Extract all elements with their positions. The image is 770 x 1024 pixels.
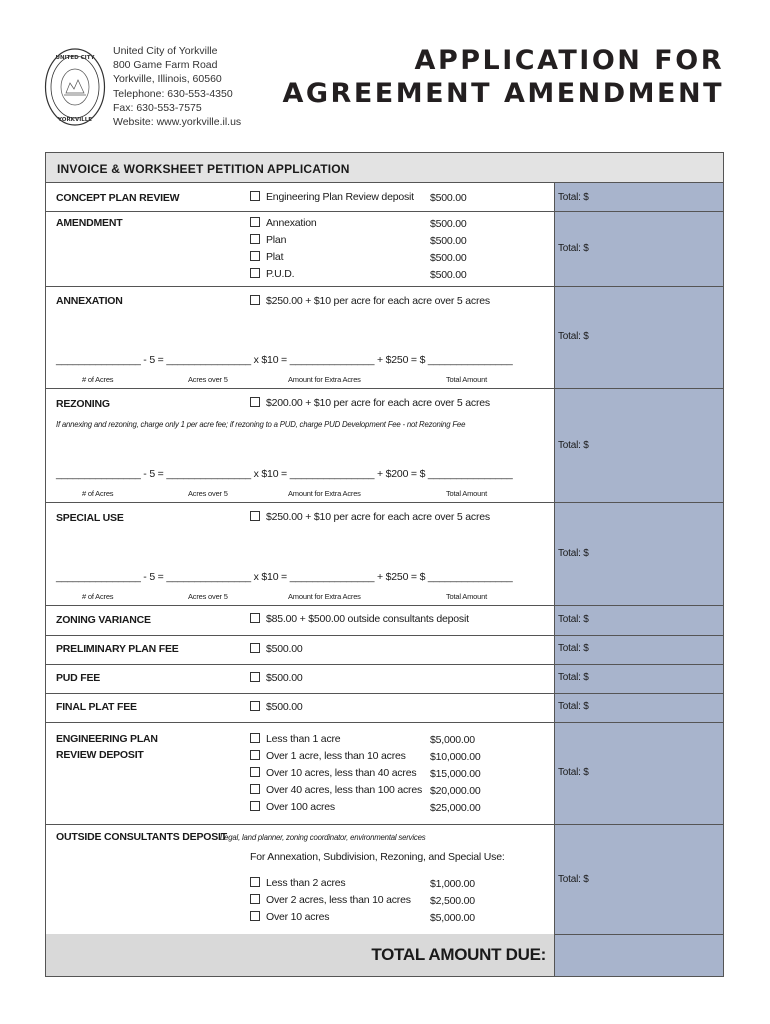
concept-total[interactable]: Total: $ (558, 192, 589, 203)
engineering-amount: $25,000.00 (430, 802, 481, 814)
consultants-option[interactable]: Less than 2 acres (250, 877, 345, 889)
address-line: 800 Game Farm Road (113, 59, 218, 72)
checkbox[interactable] (250, 643, 260, 653)
concept-plan-option[interactable]: Engineering Plan Review deposit (250, 191, 414, 203)
amendment-amount: $500.00 (430, 218, 467, 230)
annexation-label: ANNEXATION (56, 295, 123, 307)
amendment-option-annexation[interactable]: Annexation (250, 217, 317, 229)
engineering-label-line2: REVIEW DEPOSIT (56, 749, 144, 761)
checkbox[interactable] (250, 251, 260, 261)
caption-extra: Amount for Extra Acres (288, 375, 361, 384)
consultants-option[interactable]: Over 2 acres, less than 10 acres (250, 894, 411, 906)
checkbox[interactable] (250, 397, 260, 407)
title-line-2: AGREEMENT AMENDMENT (282, 78, 724, 109)
caption-acres: # of Acres (82, 375, 114, 384)
consultants-label: OUTSIDE CONSULTANTS DEPOSIT (56, 831, 227, 843)
engineering-label-line1: ENGINEERING PLAN (56, 733, 158, 745)
final-plat-option[interactable]: $500.00 (250, 701, 303, 713)
row-divider (46, 664, 723, 665)
row-divider (46, 605, 723, 606)
amendment-amount: $500.00 (430, 269, 467, 281)
row-divider (46, 722, 723, 723)
special-use-option[interactable]: $250.00 + $10 per acre for each acre over 5 acres (250, 511, 490, 523)
checkbox[interactable] (250, 701, 260, 711)
title-line-1: APPLICATION FOR (414, 45, 724, 76)
engineering-option[interactable]: Over 10 acres, less than 40 acres (250, 767, 416, 779)
checkbox[interactable] (250, 511, 260, 521)
city-address (113, 44, 241, 129)
preliminary-total[interactable]: Total: $ (558, 643, 589, 654)
checkbox[interactable] (250, 911, 260, 921)
engineering-option[interactable]: Less than 1 acre (250, 733, 340, 745)
address-line: Telephone: 630-553-4350 (113, 87, 233, 100)
caption-total: Total Amount (446, 592, 487, 601)
rezoning-total[interactable]: Total: $ (558, 440, 589, 451)
checkbox[interactable] (250, 672, 260, 682)
svg-text:UNITED CITY: UNITED CITY (55, 55, 95, 61)
row-divider (46, 693, 723, 694)
engineering-total[interactable]: Total: $ (558, 767, 589, 778)
pud-fee-label: PUD FEE (56, 672, 101, 684)
final-plat-label: FINAL PLAT FEE (56, 701, 137, 713)
engineering-amount: $10,000.00 (430, 751, 481, 763)
special-use-calc-line[interactable]: _______________ - 5 = _______________ x $10 = _______________ + $250 = $ _______________ (56, 571, 513, 583)
checkbox[interactable] (250, 234, 260, 244)
amendment-option-plat[interactable]: Plat (250, 251, 283, 263)
row-divider (46, 211, 723, 212)
annexation-option[interactable]: $250.00 + $10 per acre for each acre over 5 acres (250, 295, 490, 307)
zoning-variance-option[interactable]: $85.00 + $500.00 outside consultants deposit (250, 613, 469, 625)
amendment-option-plan[interactable]: Plan (250, 234, 286, 246)
rezoning-note: If annexing and rezoning, charge only 1 per acre fee; if rezoning to a PUD, charge PUD Development Fee - not Rezoning Fee (56, 420, 466, 429)
annexation-total[interactable]: Total: $ (558, 331, 589, 342)
rezoning-option[interactable]: $200.00 + $10 per acre for each acre over 5 acres (250, 397, 490, 409)
total-column (554, 183, 723, 976)
consultants-amount: $5,000.00 (430, 912, 475, 924)
amendment-option-pud[interactable]: P.U.D. (250, 268, 294, 280)
row-divider (46, 635, 723, 636)
engineering-amount: $5,000.00 (430, 734, 475, 746)
caption-over5: Acres over 5 (188, 489, 228, 498)
engineering-option[interactable]: Over 40 acres, less than 100 acres (250, 784, 422, 796)
checkbox[interactable] (250, 191, 260, 201)
engineering-amount: $15,000.00 (430, 768, 481, 780)
caption-over5: Acres over 5 (188, 592, 228, 601)
amendment-label: AMENDMENT (56, 217, 123, 229)
special-use-total[interactable]: Total: $ (558, 548, 589, 559)
consultants-total[interactable]: Total: $ (558, 874, 589, 885)
row-divider (46, 286, 723, 287)
caption-total: Total Amount (446, 489, 487, 498)
checkbox[interactable] (250, 750, 260, 760)
city-seal-logo (44, 47, 106, 127)
rezoning-calc-line[interactable]: _______________ - 5 = _______________ x $10 = _______________ + $200 = $ _______________ (56, 468, 513, 480)
form-heading: INVOICE & WORKSHEET PETITION APPLICATION (46, 153, 723, 183)
consultants-amount: $1,000.00 (430, 878, 475, 890)
row-divider (46, 824, 723, 825)
address-line: Yorkville, Illinois, 60560 (113, 73, 222, 86)
caption-extra: Amount for Extra Acres (288, 592, 361, 601)
pud-total[interactable]: Total: $ (558, 672, 589, 683)
consultants-option[interactable]: Over 10 acres (250, 911, 329, 923)
caption-extra: Amount for Extra Acres (288, 489, 361, 498)
zoning-variance-total[interactable]: Total: $ (558, 614, 589, 625)
row-divider (46, 502, 723, 503)
checkbox[interactable] (250, 877, 260, 887)
total-amount-due-label: TOTAL AMOUNT DUE: (371, 945, 546, 964)
consultants-amount: $2,500.00 (430, 895, 475, 907)
amendment-amount: $500.00 (430, 235, 467, 247)
caption-acres: # of Acres (82, 489, 114, 498)
checkbox[interactable] (250, 217, 260, 227)
caption-acres: # of Acres (82, 592, 114, 601)
pud-fee-option[interactable]: $500.00 (250, 672, 303, 684)
engineering-amount: $20,000.00 (430, 785, 481, 797)
checkbox[interactable] (250, 767, 260, 777)
preliminary-plan-option[interactable]: $500.00 (250, 643, 303, 655)
amendment-amount: $500.00 (430, 252, 467, 264)
address-line: Fax: 630-553-7575 (113, 101, 202, 114)
consultants-note: Legal, land planner, zoning coordinator, environmental services (220, 833, 426, 842)
checkbox[interactable] (250, 733, 260, 743)
engineering-option[interactable]: Over 1 acre, less than 10 acres (250, 750, 406, 762)
address-line: Website: www.yorkville.il.us (113, 116, 242, 129)
rezoning-label: REZONING (56, 398, 110, 410)
fee-worksheet-form (45, 152, 724, 977)
final-plat-total[interactable]: Total: $ (558, 701, 589, 712)
caption-total: Total Amount (446, 375, 487, 384)
amendment-total[interactable]: Total: $ (558, 243, 589, 254)
row-divider (46, 388, 723, 389)
preliminary-plan-label: PRELIMINARY PLAN FEE (56, 643, 179, 655)
checkbox[interactable] (250, 894, 260, 904)
svg-text:YORKVILLE: YORKVILLE (57, 117, 93, 123)
concept-plan-label: CONCEPT PLAN REVIEW (56, 192, 180, 204)
caption-over5: Acres over 5 (188, 375, 228, 384)
checkbox[interactable] (250, 613, 260, 623)
checkbox[interactable] (250, 268, 260, 278)
zoning-variance-label: ZONING VARIANCE (56, 614, 151, 626)
address-line: United City of Yorkville (113, 45, 218, 57)
checkbox[interactable] (250, 784, 260, 794)
annexation-calc-line[interactable]: _______________ - 5 = _______________ x $10 = _______________ + $250 = $ _______________ (56, 354, 513, 366)
engineering-option[interactable]: Over 100 acres (250, 801, 335, 813)
special-use-label: SPECIAL USE (56, 512, 124, 524)
consultants-subheading: For Annexation, Subdivision, Rezoning, and Special Use: (250, 851, 505, 863)
concept-plan-amount: $500.00 (430, 192, 467, 204)
checkbox[interactable] (250, 295, 260, 305)
document-title (282, 44, 724, 110)
checkbox[interactable] (250, 801, 260, 811)
